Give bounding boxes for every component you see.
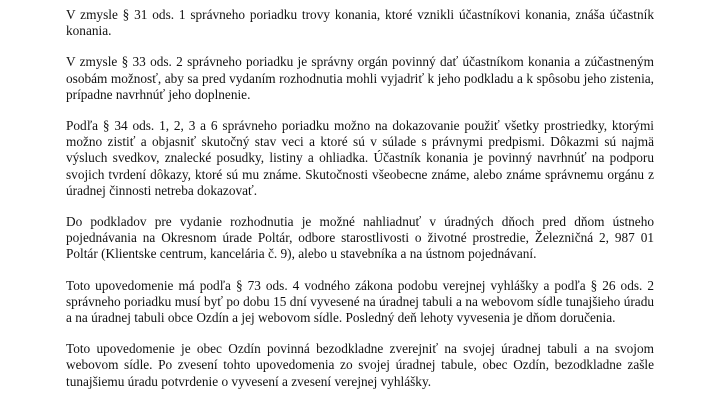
paragraph-public-notice: Toto upovedomenie má podľa § 73 ods. 4 vodného zákona podobu verejnej vyhlášky a podľa § 26 ods. 2 správneho poriadku musí byť po dobu 15 dní vyvesené na úradnej tabuli a na webovom sídle tunajšieho úradu a na úradnej tabuli obce Ozdín a jej webovom sídle. Posledný deň lehoty vyvesenia je dňom doručenia.	[66, 277, 654, 326]
paragraph-evidence: Podľa § 34 ods. 1, 2, 3 a 6 správneho poriadku možno na dokazovanie použiť všetky prostriedky, ktorými možno zistiť a objasniť skutočný stav veci a ktoré sú v súlade s právnymi predpismi. Dôkazmi sú najmä výsluch svedkov, znalecké posudky, listiny a ohliadka. Účastník konania je povinný navrhnúť na podporu svojich tvrdení dôkazy, ktoré sú mu známe. Skutočnosti všeobecne známe, alebo známe správnemu orgánu z úradnej činnosti netreba dokazovať.	[66, 118, 654, 198]
document-page	[66, 7, 654, 405]
paragraph-costs: V zmysle § 31 ods. 1 správneho poriadku trovy konania, ktoré vznikli účastníkovi konania, znáša účastník konania.	[66, 7, 654, 39]
paragraph-right-to-comment: V zmysle § 33 ods. 2 správneho poriadku je správny orgán povinný dať účastníkom konania a zúčastneným osobám možnosť, aby sa pred vydaním rozhodnutia mohli vyjadriť k jeho podkladu a k spôsobu jeho zistenia, prípadne navrhnúť jeho doplnenie.	[66, 54, 654, 102]
paragraph-inspection-of-documents: Do podkladov pre vydanie rozhodnutia je možné nahliadnuť v úradných dňoch pred dňom ústneho pojednávania na Okresnom úrade Poltár, odbore starostlivosti o životné prostredie, Železničná 2, 987 01 Poltár (Klientske centrum, kancelária č. 9), alebo u stavebníka a na ústnom pojednávaní.	[66, 214, 654, 262]
paragraph-municipality-obligation: Toto upovedomenie je obec Ozdín povinná bezodkladne zverejniť na svojej úradnej tabuli a na svojom webovom sídle. Po zvesení tohto upovedomenia zo svojej úradnej tabule, obec Ozdín, bezodkladne zašle tunajšiemu úradu potvrdenie o vyvesení a zvesení verejnej vyhlášky.	[66, 341, 654, 389]
